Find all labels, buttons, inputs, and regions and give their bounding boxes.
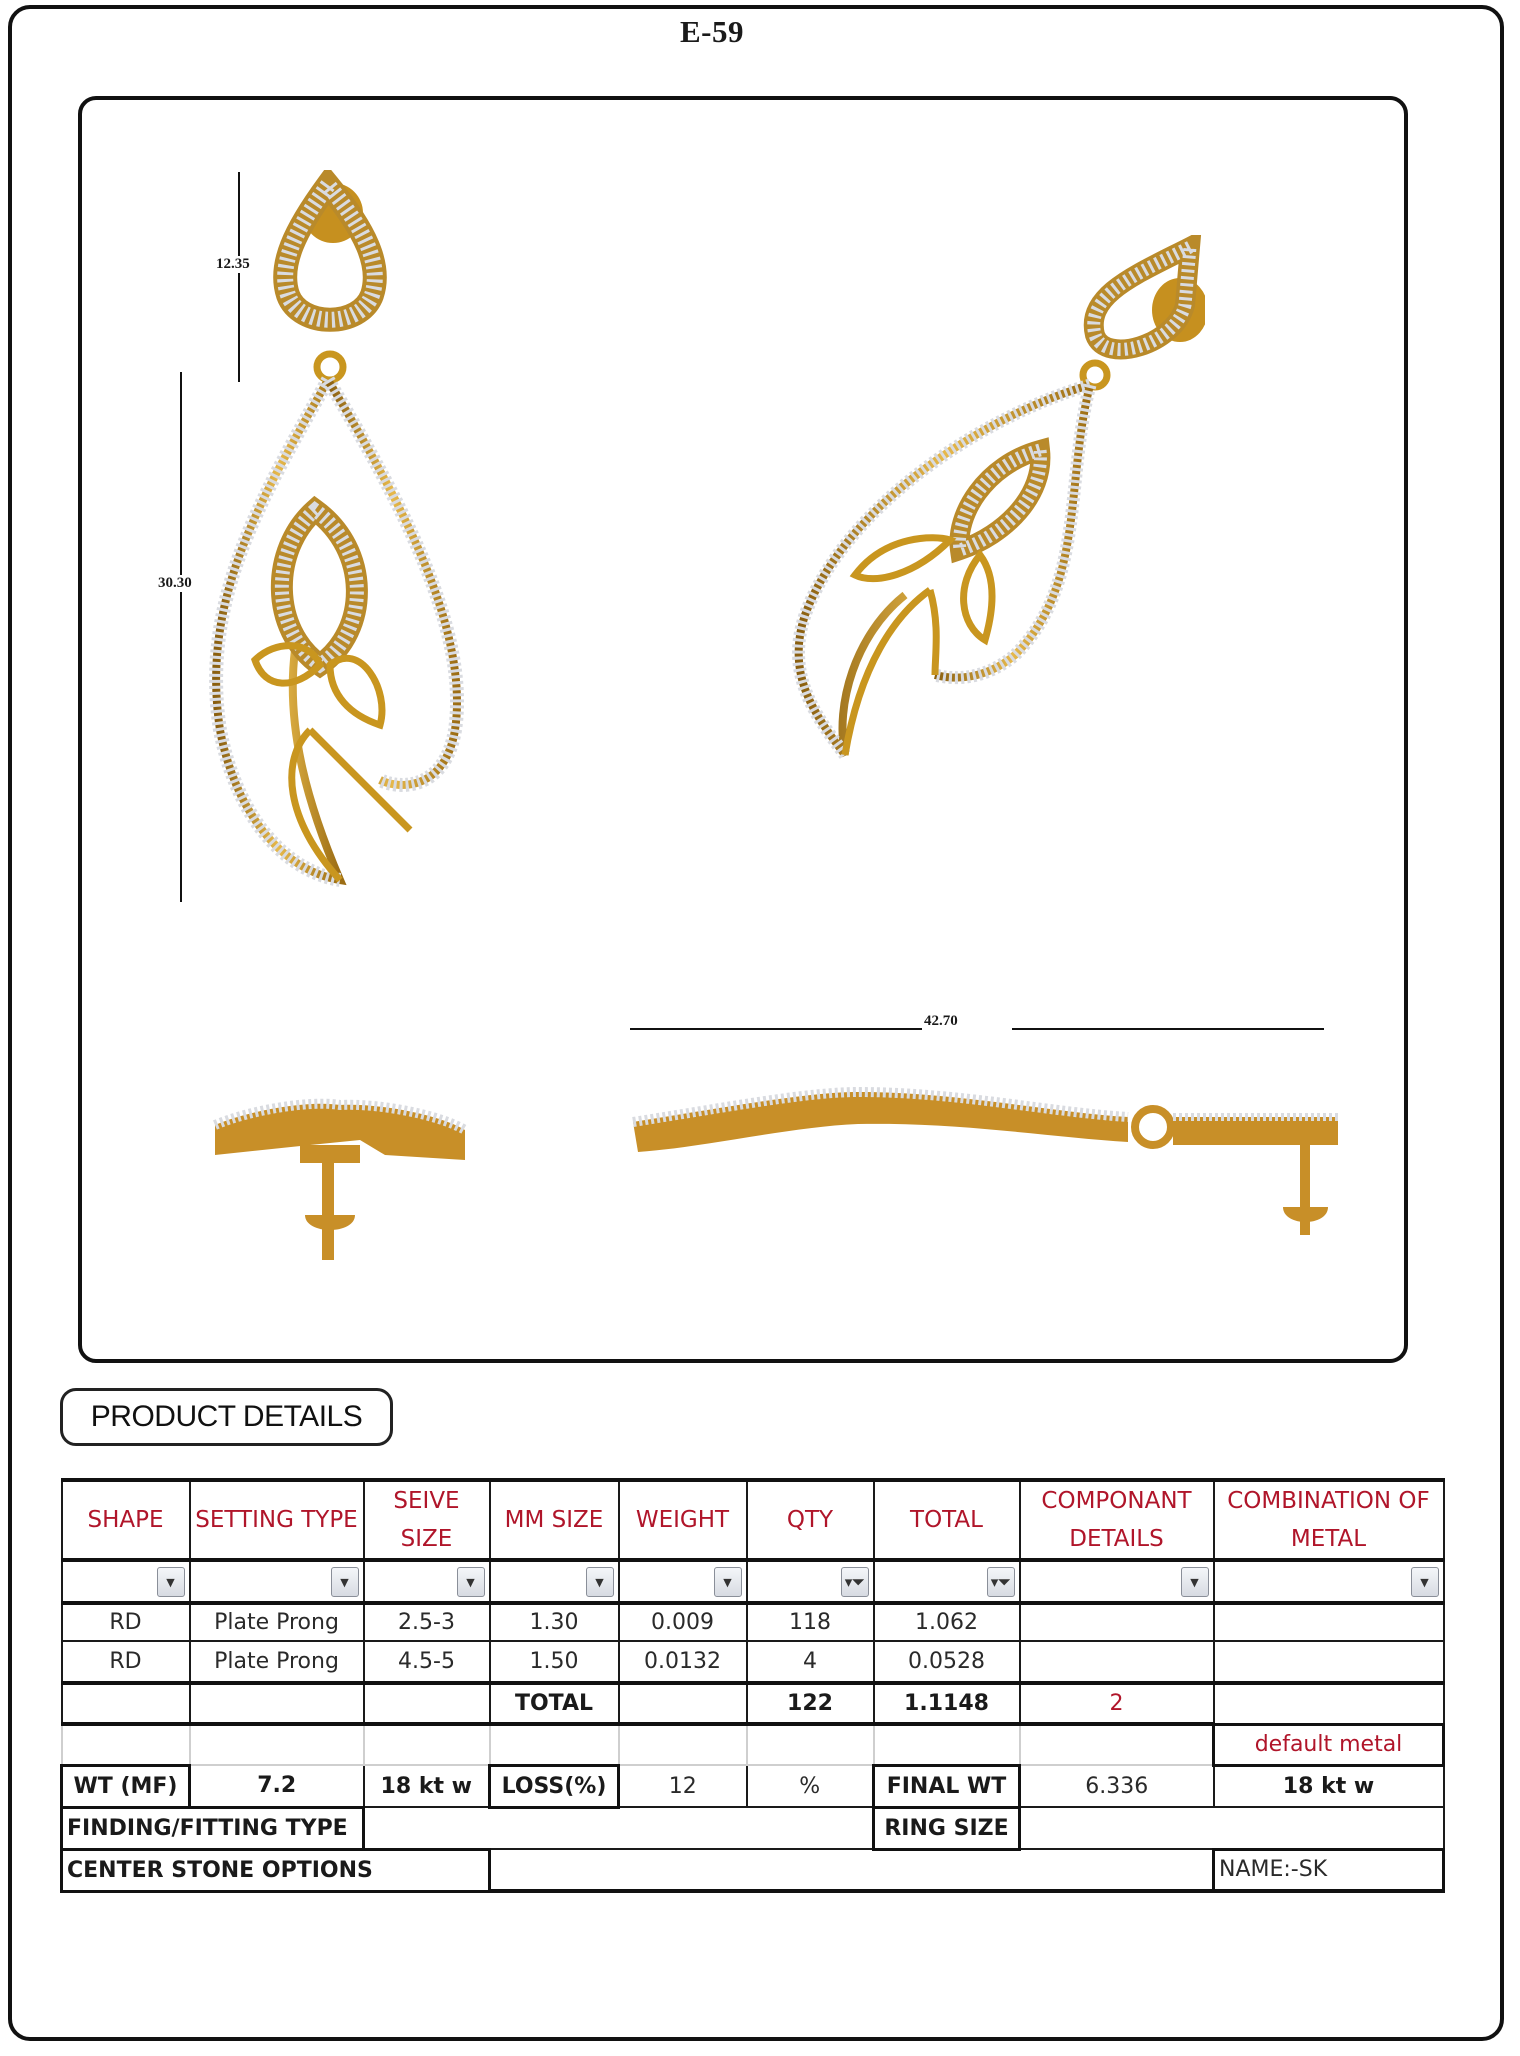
dropdown-arrow-icon[interactable]: ▼ bbox=[457, 1567, 485, 1597]
dimension-line-side-right bbox=[1012, 1028, 1324, 1030]
dropdown-arrow-icon[interactable]: ▼ bbox=[1411, 1567, 1439, 1597]
empty-cell bbox=[490, 1724, 619, 1765]
header-seive-size: SEIVE SIZE bbox=[364, 1480, 490, 1560]
empty-cell bbox=[874, 1724, 1020, 1765]
filter-cell-shape bbox=[62, 1560, 190, 1603]
cell-total: 0.0528 bbox=[874, 1641, 1020, 1683]
finding-fitting-value[interactable] bbox=[364, 1807, 874, 1849]
dropdown-arrow-icon[interactable]: ▼ bbox=[714, 1567, 742, 1597]
cell-shape: RD bbox=[62, 1641, 190, 1683]
filter-cell-combination bbox=[1214, 1560, 1444, 1603]
table-row bbox=[62, 1641, 1444, 1683]
filter-cell-mm-size bbox=[490, 1560, 619, 1603]
header-combination-of-metal: COMBINATION OF METAL bbox=[1214, 1480, 1444, 1560]
finding-row bbox=[62, 1807, 1444, 1849]
dropdown-arrow-icon[interactable]: ▼ bbox=[1181, 1567, 1209, 1597]
filter-cell-weight bbox=[619, 1560, 747, 1603]
default-metal-row bbox=[62, 1724, 1444, 1765]
table-row bbox=[62, 1603, 1444, 1641]
empty-cell bbox=[364, 1683, 490, 1724]
empty-cell bbox=[619, 1724, 747, 1765]
filter-funnel-icon[interactable]: ▾⏷ bbox=[987, 1567, 1015, 1597]
header-componant-details: COMPONANT DETAILS bbox=[1020, 1480, 1214, 1560]
empty-cell bbox=[62, 1724, 190, 1765]
header-weight: WEIGHT bbox=[619, 1480, 747, 1560]
empty-cell bbox=[364, 1724, 490, 1765]
final-wt-label: FINAL WT bbox=[874, 1765, 1020, 1807]
center-stone-label: CENTER STONE OPTIONS bbox=[62, 1849, 490, 1891]
dimension-line-drop bbox=[180, 372, 182, 902]
dimension-side-length: 42.70 bbox=[924, 1013, 958, 1029]
design-code-title: E-59 bbox=[680, 14, 744, 49]
dropdown-arrow-icon[interactable]: ▼ bbox=[586, 1567, 614, 1597]
filter-cell-qty bbox=[747, 1560, 874, 1603]
earring-angled-image bbox=[785, 235, 1205, 775]
default-metal-note: default metal bbox=[1214, 1724, 1444, 1765]
ring-size-label: RING SIZE bbox=[874, 1807, 1020, 1849]
cell-weight: 0.009 bbox=[619, 1603, 747, 1641]
header-qty: QTY bbox=[747, 1480, 874, 1560]
cell-combination bbox=[1214, 1641, 1444, 1683]
loss-label: LOSS(%) bbox=[490, 1765, 619, 1807]
empty-cell bbox=[62, 1683, 190, 1724]
total-qty: 122 bbox=[747, 1683, 874, 1724]
filter-cell-seive-size bbox=[364, 1560, 490, 1603]
product-details-heading: PRODUCT DETAILS bbox=[60, 1388, 393, 1446]
cell-componant bbox=[1020, 1603, 1214, 1641]
filter-funnel-icon[interactable]: ▾⏷ bbox=[841, 1567, 869, 1597]
dimension-line-side-left bbox=[630, 1028, 922, 1030]
total-row bbox=[62, 1683, 1444, 1724]
center-stone-row bbox=[62, 1849, 1444, 1891]
side-view-render bbox=[628, 1062, 1348, 1252]
empty-cell bbox=[190, 1683, 364, 1724]
header-mm-size: MM SIZE bbox=[490, 1480, 619, 1560]
earring-top-image bbox=[210, 1085, 470, 1265]
cell-total: 1.062 bbox=[874, 1603, 1020, 1641]
metal-value: 18 kt w bbox=[364, 1765, 490, 1807]
dimension-top-height: 12.35 bbox=[216, 256, 250, 272]
dimension-drop-height: 30.30 bbox=[158, 575, 192, 591]
dropdown-arrow-icon[interactable]: ▼ bbox=[157, 1567, 185, 1597]
cell-mm-size: 1.50 bbox=[490, 1641, 619, 1683]
product-spec-table bbox=[60, 1478, 1445, 1893]
cell-mm-size: 1.30 bbox=[490, 1603, 619, 1641]
filter-row bbox=[62, 1560, 1444, 1603]
total-weight: 1.1148 bbox=[874, 1683, 1020, 1724]
empty-cell bbox=[1020, 1724, 1214, 1765]
angled-view-render bbox=[785, 235, 1205, 775]
earring-front-image bbox=[200, 170, 490, 890]
cell-componant bbox=[1020, 1641, 1214, 1683]
cell-seive-size: 4.5-5 bbox=[364, 1641, 490, 1683]
designer-name: NAME:-SK bbox=[1214, 1849, 1444, 1891]
total-label: TOTAL bbox=[490, 1683, 619, 1724]
empty-cell bbox=[190, 1724, 364, 1765]
dropdown-arrow-icon[interactable]: ▼ bbox=[331, 1567, 359, 1597]
filter-cell-setting-type bbox=[190, 1560, 364, 1603]
finding-fitting-label: FINDING/FITTING TYPE bbox=[62, 1807, 364, 1849]
cell-qty: 118 bbox=[747, 1603, 874, 1641]
wt-mf-value: 7.2 bbox=[190, 1765, 364, 1807]
final-metal-value: 18 kt w bbox=[1214, 1765, 1444, 1807]
cell-weight: 0.0132 bbox=[619, 1641, 747, 1683]
empty-cell bbox=[747, 1724, 874, 1765]
cell-setting-type: Plate Prong bbox=[190, 1641, 364, 1683]
empty-cell bbox=[1214, 1683, 1444, 1724]
header-setting-type: SETTING TYPE bbox=[190, 1480, 364, 1560]
percent-symbol: % bbox=[747, 1765, 874, 1807]
wt-mf-label: WT (MF) bbox=[62, 1765, 190, 1807]
earring-side-image bbox=[628, 1062, 1348, 1252]
weight-row bbox=[62, 1765, 1444, 1807]
total-componant: 2 bbox=[1020, 1683, 1214, 1724]
header-shape: SHAPE bbox=[62, 1480, 190, 1560]
front-view-render bbox=[200, 170, 490, 890]
cell-qty: 4 bbox=[747, 1641, 874, 1683]
cell-shape: RD bbox=[62, 1603, 190, 1641]
filter-cell-total bbox=[874, 1560, 1020, 1603]
cell-setting-type: Plate Prong bbox=[190, 1603, 364, 1641]
header-total: TOTAL bbox=[874, 1480, 1020, 1560]
top-view-render bbox=[210, 1085, 470, 1265]
filter-cell-componant bbox=[1020, 1560, 1214, 1603]
center-stone-value[interactable] bbox=[490, 1849, 1214, 1891]
cell-seive-size: 2.5-3 bbox=[364, 1603, 490, 1641]
final-wt-value: 6.336 bbox=[1020, 1765, 1214, 1807]
ring-size-value[interactable] bbox=[1020, 1807, 1444, 1849]
loss-value: 12 bbox=[619, 1765, 747, 1807]
empty-cell bbox=[619, 1683, 747, 1724]
cell-combination bbox=[1214, 1603, 1444, 1641]
table-header-row bbox=[62, 1480, 1444, 1560]
